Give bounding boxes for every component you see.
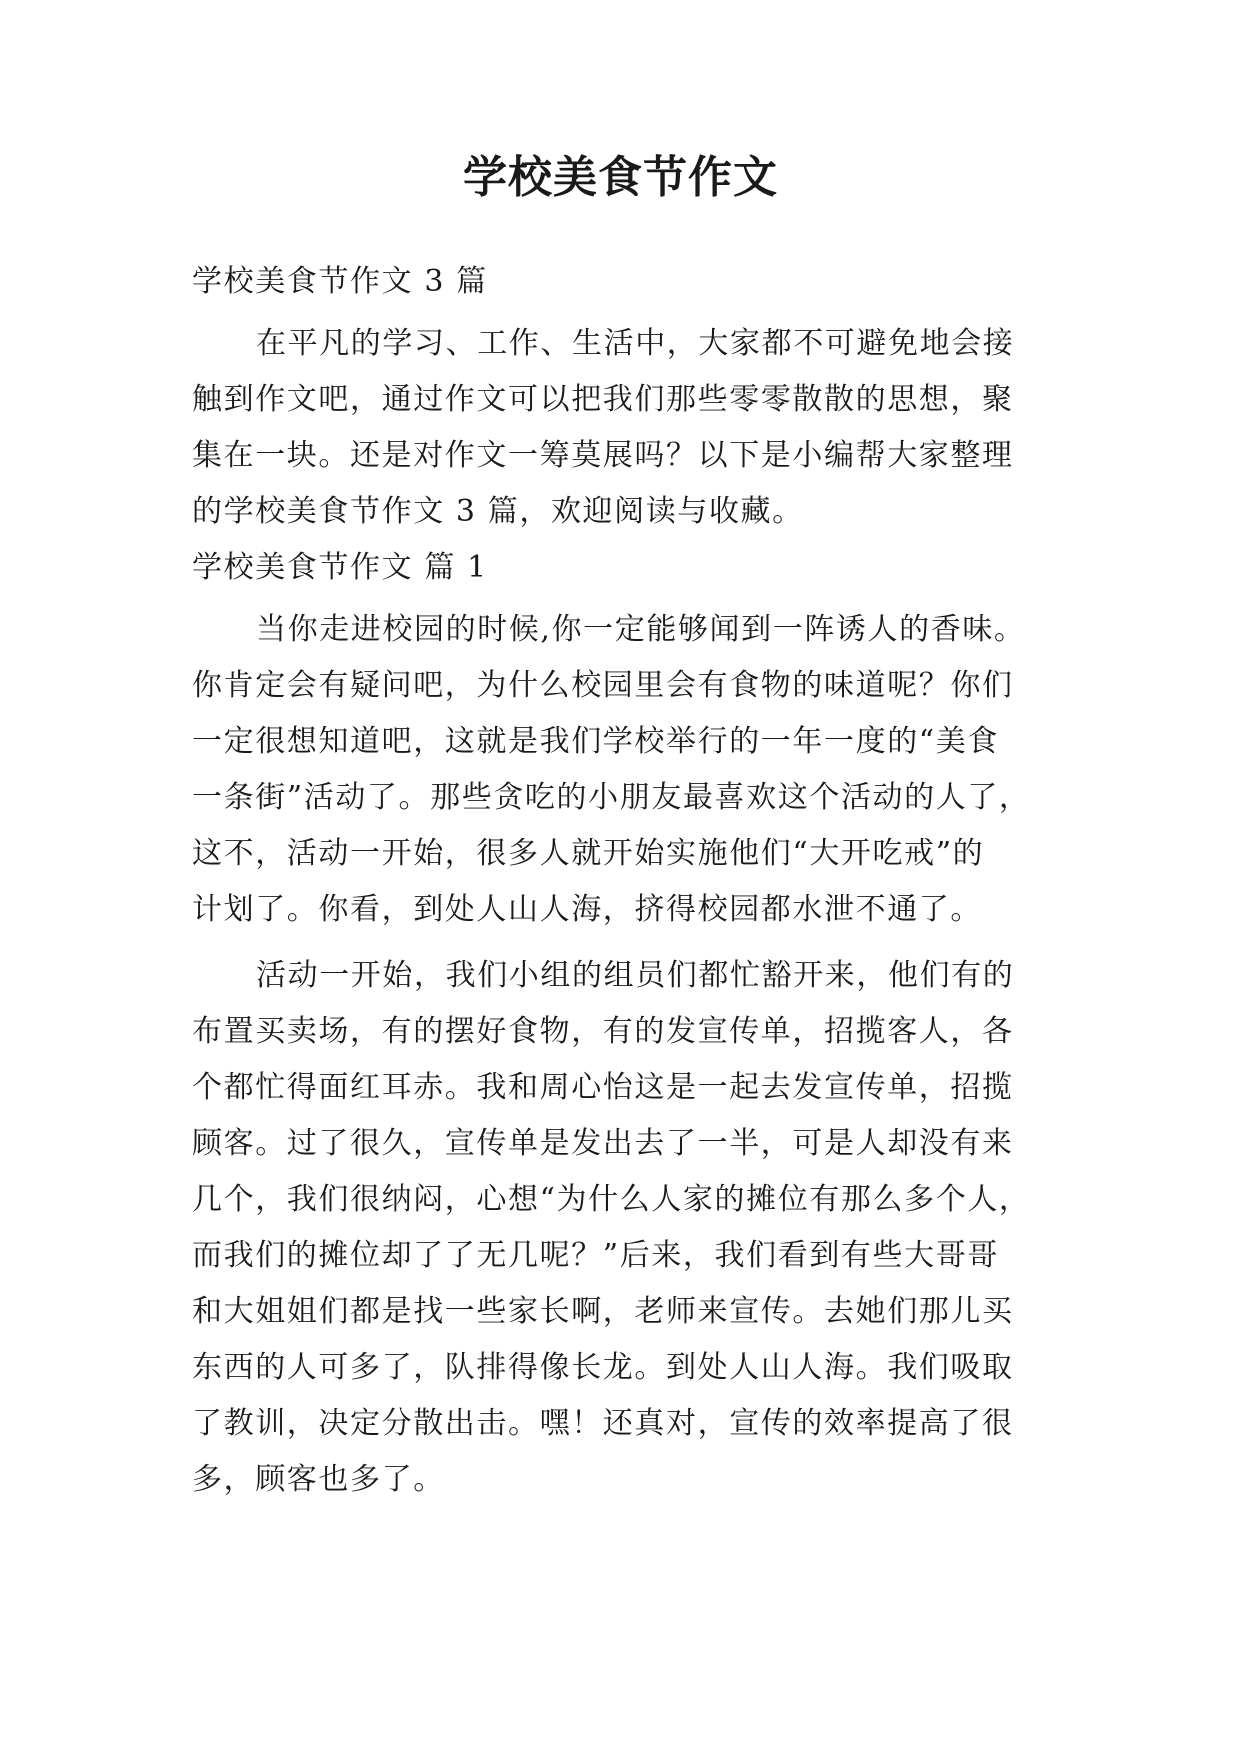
intro-line: 在平凡的学习、工作、生活中，大家都不可避免地会接: [256, 326, 1015, 361]
intro-line: 集在一块。还是对作文一筹莫展吗？以下是小编帮大家整理: [192, 438, 1014, 473]
section-heading: 学校美食节作文 篇 1: [192, 550, 488, 585]
paragraph-line: 一定很想知道吧，这就是我们学校举行的一年一度的“美食: [192, 724, 999, 759]
paragraph-line: 了教训，决定分散出击。嘿！还真对，宣传的效率提高了很: [192, 1406, 1014, 1441]
paragraph-line: 几个，我们很纳闷，心想“为什么人家的摊位有那么多个人，: [192, 1182, 1031, 1217]
paragraph-line: 个都忙得面红耳赤。我和周心怡这是一起去发宣传单，招揽: [192, 1070, 1014, 1105]
paragraph-line: 一条街”活动了。那些贪吃的小朋友最喜欢这个活动的人了，: [192, 780, 1031, 815]
paragraph-line: 和大姐姐们都是找一些家长啊，老师来宣传。去她们那儿买: [192, 1294, 1014, 1329]
intro-line: 的学校美食节作文 3 篇，欢迎阅读与收藏。: [192, 494, 804, 529]
paragraph-line: 计划了。你看，到处人山人海，挤得校园都水泄不通了。: [192, 892, 982, 927]
paragraph-line: 你肯定会有疑问吧，为什么校园里会有食物的味道呢？你们: [192, 668, 1014, 703]
body-paragraph-2: [192, 948, 1050, 1508]
intro-paragraph: [192, 316, 1050, 540]
paragraph-line: 多，顾客也多了。: [192, 1462, 445, 1497]
paragraph-line: 顾客。过了很久，宣传单是发出去了一半，可是人却没有来: [192, 1126, 1014, 1161]
paragraph-line: 而我们的摊位却了了无几呢？”后来，我们看到有些大哥哥: [192, 1238, 999, 1273]
body-paragraph-1: [192, 602, 1050, 938]
paragraph-line: 当你走进校园的时候,你一定能够闻到一阵诱人的香味。: [256, 612, 1026, 647]
paragraph-line: 活动一开始，我们小组的组员们都忙豁开来，他们有的: [256, 958, 1015, 993]
page-title: 学校美食节作文: [463, 152, 778, 203]
paragraph-line: 布置买卖场，有的摆好食物，有的发宣传单，招揽客人，各: [192, 1014, 1014, 1049]
document-subtitle: 学校美食节作文 3 篇: [192, 264, 488, 299]
paragraph-line: 这不，活动一开始，很多人就开始实施他们“大开吃戒”的: [192, 836, 985, 871]
intro-line: 触到作文吧，通过作文可以把我们那些零零散散的思想，聚: [192, 382, 1014, 417]
document-body: [192, 254, 1050, 1508]
paragraph-line: 东西的人可多了，队排得像长龙。到处人山人海。我们吸取: [192, 1350, 1014, 1385]
